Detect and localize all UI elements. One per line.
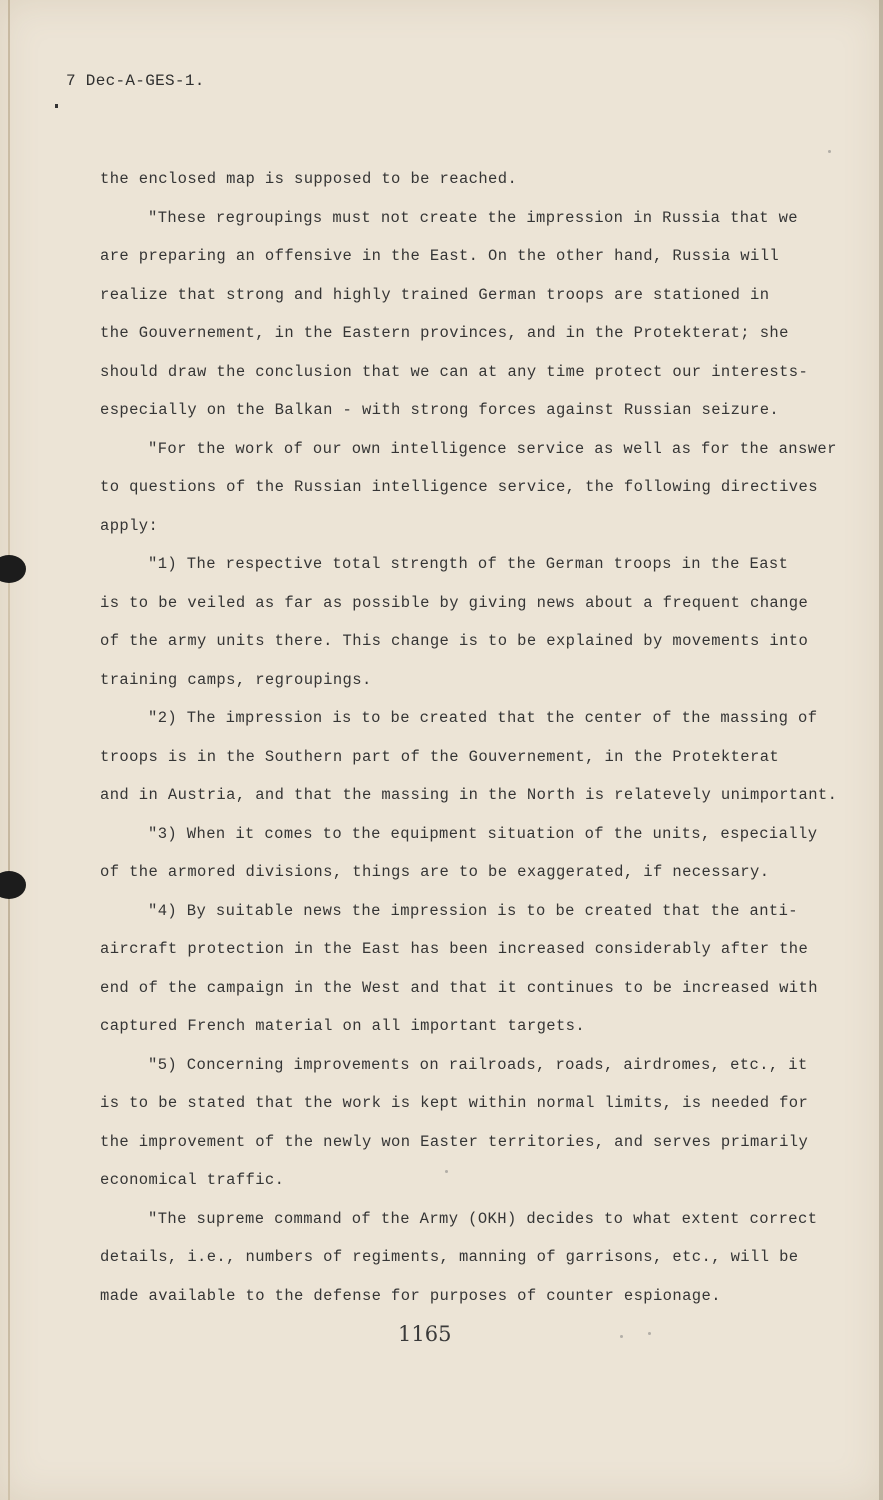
text-line: is to be veiled as far as possible by giving news about a frequent change [100, 593, 809, 612]
punch-hole-bottom [0, 871, 26, 899]
text-line: aircraft protection in the East has been increased considerably after the [100, 940, 809, 958]
paper-speck [445, 1170, 448, 1173]
text-line: the enclosed map is supposed to be reached. [100, 170, 518, 188]
text-line: "3) When it comes to the equipment situation of the units, especially [148, 824, 818, 843]
text-line: training camps, regroupings. [100, 670, 372, 689]
text-line: "1) The respective total strength of the German troops in the East [148, 555, 789, 573]
text-line: are preparing an offensive in the East. On the other hand, Russia will [100, 247, 780, 265]
text-line: the Gouvernement, in the Eastern provinces, and in the Protekterat; she [100, 324, 789, 342]
text-line: "These regroupings must not create the impression in Russia that we [148, 208, 799, 227]
text-line: "For the work of our own intelligence service as well as for the answer [148, 439, 837, 458]
text-line: especially on the Balkan - with strong forces against Russian seizure. [100, 401, 780, 419]
text-line: end of the campaign in the West and that it continues to be increased with [100, 978, 818, 997]
text-line: "2) The impression is to be created that the center of the massing of [148, 709, 818, 727]
document-reference: 7 Dec-A-GES-1. [66, 72, 205, 90]
text-line: economical traffic. [100, 1171, 285, 1189]
paper-speck [648, 1332, 651, 1335]
page-number: 1165 [398, 1322, 452, 1346]
text-line: is to be stated that the work is kept within normal limits, is needed for [100, 1094, 809, 1112]
text-line: should draw the conclusion that we can at any time protect our interests- [100, 362, 809, 381]
text-line: details, i.e., numbers of regiments, manning of garrisons, etc., will be [100, 1248, 799, 1266]
text-line: captured French material on all important targets. [100, 1017, 586, 1035]
text-line: "5) Concerning improvements on railroads, roads, airdromes, etc., it [148, 1055, 808, 1074]
text-line: apply: [100, 516, 159, 535]
text-line: the improvement of the newly won Easter territories, and serves primarily [100, 1132, 809, 1151]
ink-mark [55, 104, 58, 108]
text-line: realize that strong and highly trained German troops are stationed in [100, 285, 770, 304]
text-line: to questions of the Russian intelligence service, the following directives [100, 478, 818, 496]
text-line: of the army units there. This change is to be explained by movements into [100, 632, 809, 650]
punch-hole-top [0, 555, 26, 583]
document-body [100, 160, 838, 1315]
paper-right-edge [879, 0, 883, 1500]
text-line: troops is in the Southern part of the Gouvernement, in the Protekterat [100, 747, 780, 766]
text-line: "4) By suitable news the impression is to be created that the anti- [148, 901, 799, 920]
text-line: made available to the defense for purposes of counter espionage. [100, 1286, 721, 1305]
text-line: of the armored divisions, things are to be exaggerated, if necessary. [100, 863, 770, 881]
paper-edge-line [8, 0, 10, 1500]
paper-speck [828, 150, 831, 153]
text-line: and in Austria, and that the massing in the North is relatevely unimportant. [100, 786, 838, 804]
text-line: "The supreme command of the Army (OKH) decides to what extent correct [148, 1209, 818, 1228]
paper-speck [620, 1335, 623, 1338]
